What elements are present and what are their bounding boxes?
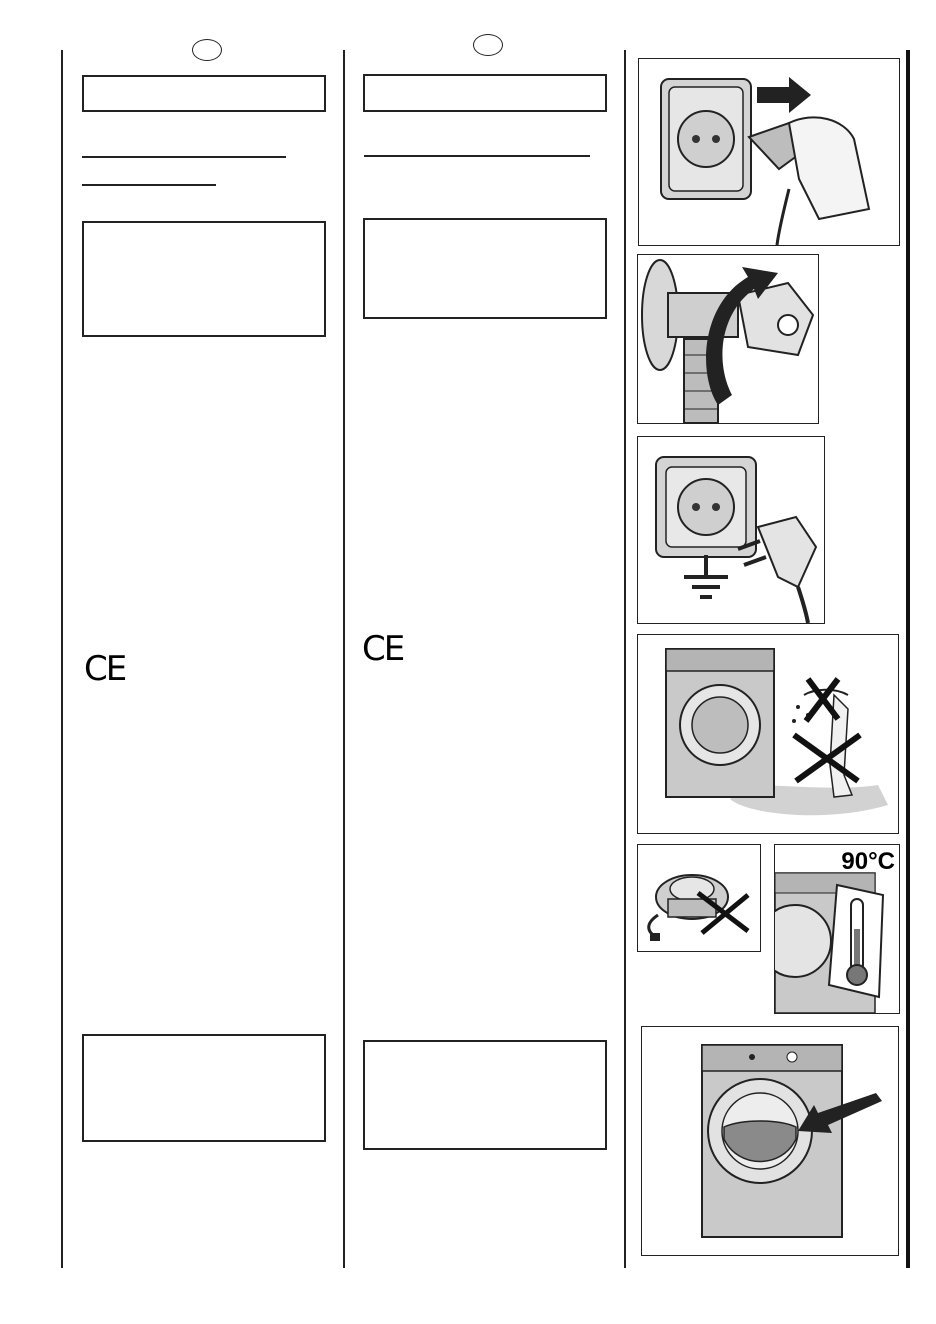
ce-mark-left: CE <box>84 649 126 689</box>
section-title-box-middle <box>363 74 607 112</box>
column-divider-middle <box>343 50 345 1268</box>
no-extension-lead-icon <box>638 845 760 951</box>
language-badge-left <box>192 39 222 61</box>
illustration-close-tap <box>637 254 819 424</box>
illustration-no-extension <box>637 844 761 952</box>
ce-mark-middle: CE <box>362 629 404 669</box>
illustration-earthing <box>637 436 825 624</box>
section-title-box-left <box>82 75 326 112</box>
page-edge-divider <box>906 50 910 1268</box>
washer-door-arrow-icon <box>642 1027 898 1255</box>
note-box-middle-bottom <box>363 1040 607 1150</box>
column-divider-right <box>624 50 626 1268</box>
no-wet-hands-icon <box>638 635 898 833</box>
illustration-water-in-drum <box>641 1026 899 1256</box>
language-badge-middle <box>473 34 503 56</box>
plug-removal-icon <box>639 59 899 245</box>
illustration-hot-glass <box>774 844 900 1014</box>
thermometer-icon <box>775 845 899 1013</box>
earth-socket-icon <box>638 437 824 623</box>
heading-underline-left-1 <box>82 156 286 158</box>
warning-box-left-top <box>82 221 326 337</box>
illustration-unplug <box>638 58 900 246</box>
note-box-left-bottom <box>82 1034 326 1142</box>
column-divider-left <box>61 50 63 1268</box>
heading-underline-middle <box>364 155 590 157</box>
water-tap-close-icon <box>638 255 818 423</box>
temperature-label: 90°C <box>841 848 895 875</box>
illustration-no-wet-hands <box>637 634 899 834</box>
heading-underline-left-2 <box>82 184 216 186</box>
warning-box-middle-top <box>363 218 607 319</box>
